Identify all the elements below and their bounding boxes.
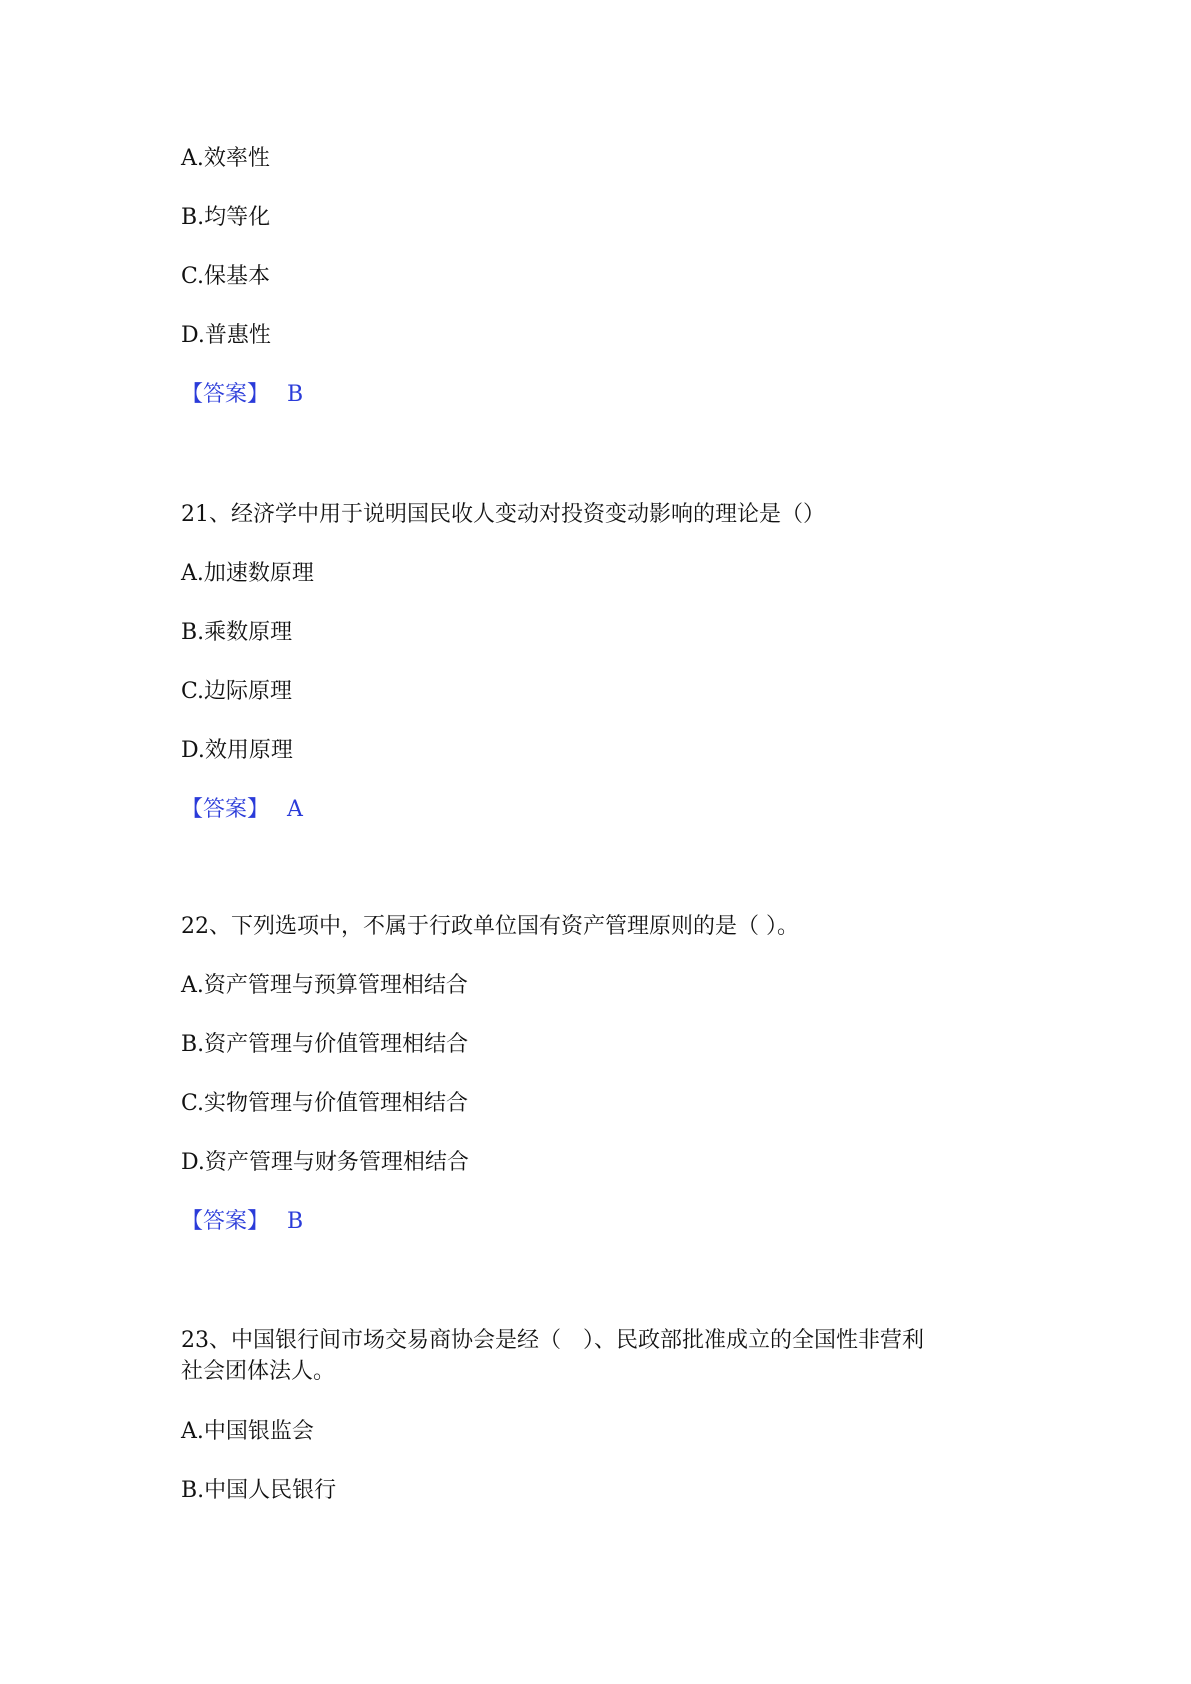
q21-answer-value: A	[287, 797, 303, 822]
q21-option-c: C.边际原理	[181, 679, 293, 704]
q20-option-b: B.均等化	[181, 205, 271, 230]
q22-option-d: D.资产管理与财务管理相结合	[181, 1150, 469, 1175]
q22-answer-label: 【答案】	[181, 1209, 270, 1234]
q21-option-a: A.加速数原理	[181, 561, 314, 586]
q23-stem-line-1: 23、中国银行间市场交易商协会是经（ ）、民政部批准成立的全国性非营利	[181, 1328, 924, 1353]
q23-option-a: A.中国银监会	[181, 1419, 314, 1444]
q21-stem: 21、经济学中用于说明国民收人变动对投资变动影响的理论是（）	[181, 502, 825, 527]
q23-stem-line-2: 社会团体法人。	[181, 1359, 336, 1384]
q22-option-c: C.实物管理与价值管理相结合	[181, 1091, 469, 1116]
q20-option-c: C.保基本	[181, 264, 271, 289]
q21-option-b: B.乘数原理	[181, 620, 293, 645]
q22-answer	[181, 1207, 303, 1237]
q20-answer-label: 【答案】	[181, 382, 270, 407]
q22-option-a: A.资产管理与预算管理相结合	[181, 973, 468, 998]
q22-stem: 22、下列选项中，不属于行政单位国有资产管理原则的是（ ）。	[181, 914, 799, 939]
q20-option-d: D.普惠性	[181, 323, 271, 348]
q20-answer-value: B	[287, 382, 304, 407]
q21-option-d: D.效用原理	[181, 738, 293, 763]
q22-answer-value: B	[287, 1209, 304, 1234]
q21-answer	[181, 795, 303, 825]
q23-option-b: B.中国人民银行	[181, 1478, 337, 1503]
q22-option-b: B.资产管理与价值管理相结合	[181, 1032, 469, 1057]
q21-answer-label: 【答案】	[181, 797, 270, 822]
q20-option-a: A.效率性	[181, 146, 270, 171]
q20-answer	[181, 380, 303, 410]
